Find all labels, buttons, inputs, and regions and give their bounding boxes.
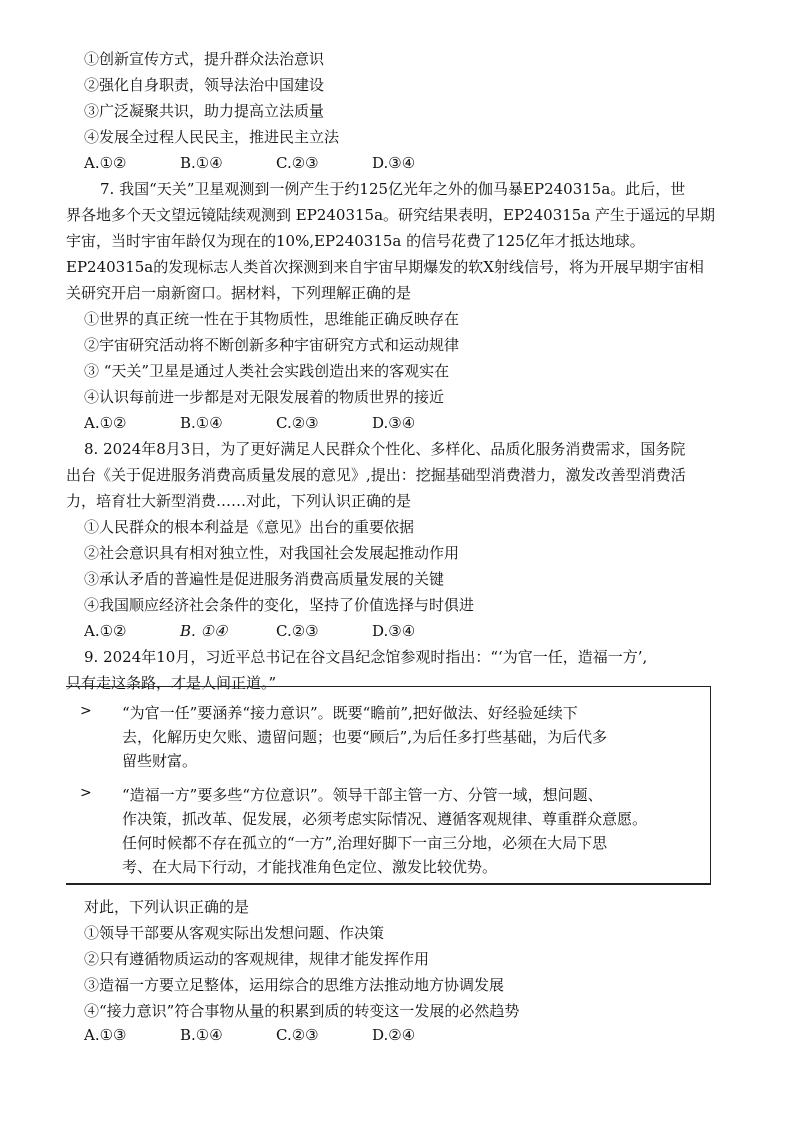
- bullet-arrow-icon: >: [80, 785, 92, 801]
- q7-option-c: C.②③: [276, 414, 319, 432]
- q9-box-para-1-line-2: 去，化解历史欠账、遗留问题；也要“顾后”,为后任多打些基础，为后代多: [122, 728, 608, 746]
- q9-options: [84, 1024, 468, 1046]
- q7-option-d: D.③④: [372, 414, 416, 432]
- q8-stem-line-1: 8. 2024年8月3日，为了更好满足人民群众个性化、多样化、品质化服务消费需求，国务院: [84, 440, 686, 458]
- q6-option-c: C.②③: [276, 154, 319, 172]
- q6-item-2: ②强化自身职责，领导法治中国建设: [84, 76, 325, 94]
- q9-option-c: C.②③: [276, 1026, 319, 1044]
- q6-option-d: D.③④: [372, 154, 416, 172]
- q8-stem-line-3: 力，培育壮大新型消费……对此，下列认识正确的是: [66, 492, 412, 510]
- q9-box-para-2-line-1: “造福一方”要多些“方位意识”。领导干部主管一方、分管一域，想问题、: [122, 786, 603, 804]
- q9-material-box: [66, 686, 711, 885]
- q7-options: [84, 412, 468, 434]
- q8-option-b: B. ①④: [180, 622, 228, 640]
- q9-item-3: ③造福一方要立足整体，运用综合的思维方法推动地方协调发展: [84, 976, 505, 994]
- q9-item-4: ④“接力意识”符合事物从量的积累到质的转变这一发展的必然趋势: [84, 1002, 520, 1020]
- q7-option-b: B.①④: [180, 414, 223, 432]
- q9-option-b: B.①④: [180, 1026, 223, 1044]
- q7-item-2: ②宇宙研究活动将不断创新多种宇宙研究方式和运动规律: [84, 336, 460, 354]
- q9-stem-line-1: 9. 2024年10月，习近平总书记在谷文昌纪念馆参观时指出：“‘为官一任，造福一方’,: [84, 648, 648, 666]
- q6-options: [84, 152, 468, 174]
- q9-item-1: ①领导干部要从客观实际出发想问题、作决策: [84, 924, 385, 942]
- q7-item-3: ③ “天关”卫星是通过人类社会实践创造出来的客观实在: [84, 362, 450, 380]
- q7-item-4: ④认识每前进一步都是对无限发展着的物质世界的接近: [84, 388, 445, 406]
- q9-item-2: ②只有遵循物质运动的客观规律，规律才能发挥作用: [84, 950, 430, 968]
- q8-item-3: ③承认矛盾的普遍性是促进服务消费高质量发展的关键: [84, 570, 445, 588]
- q6-item-1: ①创新宣传方式，提升群众法治意识: [84, 50, 325, 68]
- q6-option-b: B.①④: [180, 154, 223, 172]
- q6-option-a: A.①②: [84, 154, 127, 172]
- q9-box-para-1-line-1: “为官一任”要涵养“接力意识”。既要“瞻前”,把好做法、好经验延续下: [122, 704, 578, 722]
- q7-stem-line-4: EP240315a的发现标志人类首次探测到来自宇宙早期爆发的软X射线信号，将为开展早期宇宙相: [66, 258, 704, 276]
- q7-stem-line-3: 宇宙，当时宇宙年龄仅为现在的10%,EP240315a 的信号花费了125亿年才抵达地球。: [66, 232, 645, 250]
- q8-options: [84, 620, 468, 642]
- q8-option-c: C.②③: [276, 622, 319, 640]
- q9-box-para-2-line-2: 作决策，抓改革、促发展，必须考虑实际情况、遵循客观规律、尊重群众意愿。: [122, 810, 648, 828]
- q9-box-para-2-line-3: 任何时候都不存在孤立的“一方”,治理好脚下一亩三分地，必须在大局下思: [122, 834, 608, 852]
- q8-item-4: ④我国顺应经济社会条件的变化，坚持了价值选择与时俱进: [84, 596, 475, 614]
- q9-prompt: 对此，下列认识正确的是: [84, 898, 250, 916]
- q6-item-4: ④发展全过程人民民主，推进民主立法: [84, 128, 340, 146]
- q9-option-a: A.①③: [84, 1026, 127, 1044]
- q9-box-para-2-line-4: 考、在大局下行动，才能找准角色定位、激发比较优势。: [122, 858, 498, 876]
- bullet-arrow-icon: >: [80, 703, 92, 719]
- q6-item-3: ③广泛凝聚共识，助力提高立法质量: [84, 102, 325, 120]
- q8-item-2: ②社会意识具有相对独立性，对我国社会发展起推动作用: [84, 544, 460, 562]
- q7-stem-line-1: 7. 我国“天关”卫星观测到一例产生于约125亿光年之外的伽马暴EP240315a。此后，世: [100, 180, 686, 198]
- q7-stem-line-5: 关研究开启一扇新窗口。据材料，下列理解正确的是: [66, 284, 412, 302]
- q9-option-d: D.②④: [372, 1026, 416, 1044]
- q7-stem-line-2: 界各地多个天文望远镜陆续观测到 EP240315a。研究结果表明，EP240315a 产生于遥远的早期: [66, 206, 716, 224]
- q8-stem-line-2: 出台《关于促进服务消费高质量发展的意见》,提出：挖掘基础型消费潜力，激发改善型消费活: [66, 466, 686, 484]
- q8-option-a: A.①②: [84, 622, 127, 640]
- q7-item-1: ①世界的真正统一性在于其物质性，思维能正确反映存在: [84, 310, 460, 328]
- q8-option-d: D.③④: [372, 622, 416, 640]
- q8-item-1: ①人民群众的根本利益是《意见》出台的重要依据: [84, 518, 415, 536]
- q9-stem-line-2: 只有走这条路，才是人间正道。”: [66, 674, 277, 692]
- q7-option-a: A.①②: [84, 414, 127, 432]
- q9-box-para-1-line-3: 留些财富。: [122, 752, 198, 770]
